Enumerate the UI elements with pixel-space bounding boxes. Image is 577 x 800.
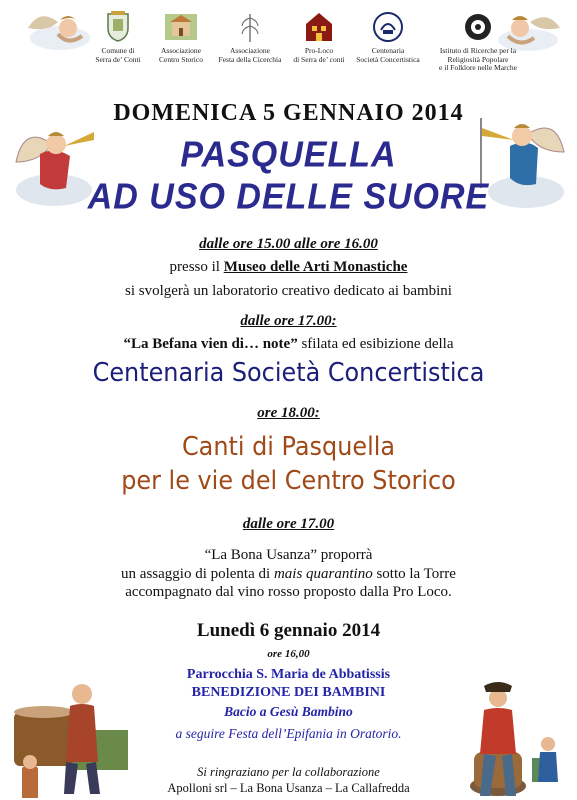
befana-quote: “La Befana vien di… note”	[123, 336, 298, 352]
logo-caption: Pro-Loco di Serra de’ conti	[293, 46, 345, 64]
canti-headline-2: per le vie del Centro Storico	[121, 466, 456, 496]
section1-time: dalle ore 15.00 alle ore 16.00	[199, 236, 378, 252]
section2-desc: sfilata ed esibizione della	[297, 336, 454, 352]
blessing-line: BENEDIZIONE DEI BAMBINI	[191, 685, 386, 700]
concertistica-headline: Centenaria Società Concertistica	[92, 358, 485, 388]
monday-title: Lunedì 6 gennaio 2014	[196, 620, 381, 641]
wine-seller-illustration	[440, 678, 570, 800]
event-date-title: DOMENICA 5 GENNAIO 2014	[113, 100, 464, 126]
polenta-c: sotto la Torre	[372, 566, 456, 582]
section2-time: dalle ore 17.00:	[240, 313, 337, 329]
logo-pro-loco	[281, 10, 357, 64]
house-icon	[302, 10, 336, 44]
sponsor-logos-row	[0, 6, 577, 86]
polenta-a: un assaggio di polenta di	[121, 566, 274, 582]
epifania-line: a seguire Festa dell’Epifania in Oratorio.	[175, 726, 402, 741]
mais-quarantino: mais quarantino	[273, 566, 373, 582]
logo-caption: Comune di Serra de’ Conti	[95, 46, 141, 64]
polenta-line	[0, 566, 577, 583]
section2-line	[0, 336, 577, 353]
title-pasquella: PASQUELLA	[180, 135, 397, 175]
emblem-icon	[371, 10, 405, 44]
seal-icon	[461, 10, 495, 44]
vino-line: accompagnato dal vino rosso proposto dalla Pro Loco.	[125, 584, 452, 600]
monday-time: ore 16,00	[267, 648, 310, 660]
logo-caption: Centenaria Società Concertistica	[356, 46, 420, 64]
crest-icon	[101, 10, 135, 44]
wheat-icon	[233, 10, 267, 44]
bona-usanza-line: “La Bona Usanza” proporrà	[204, 547, 373, 563]
logo-cicerchia	[212, 10, 288, 64]
section1-place-line	[0, 259, 577, 276]
logo-caption: Istituto di Ricerche per la Religiosità Popolare e il Folklore nelle Marche	[439, 46, 517, 72]
logo-istituto-ricerche	[433, 10, 523, 73]
section4-time: dalle ore 17.00	[242, 516, 335, 532]
title-ad-uso-delle-suore: AD USO DELLE SUORE	[87, 177, 490, 217]
polenta-vendor-illustration	[8, 672, 148, 800]
building-icon	[164, 10, 198, 44]
thanks-line-1: Si ringraziano per la collaborazione	[197, 765, 380, 779]
place-prefix: presso il	[169, 259, 224, 275]
canti-headline-1: Canti di Pasquella	[181, 432, 396, 462]
logo-centro-storico	[143, 10, 219, 64]
logo-societa-concertistica	[350, 10, 426, 64]
section3-time: ore 18.00:	[257, 405, 320, 421]
parish-name: Parrocchia S. Maria de Abbatissis	[186, 667, 391, 682]
logo-caption: Associazione Centro Storico	[159, 46, 203, 64]
thanks-line-2: Apolloni srl – La Bona Usanza – La Callafredda	[167, 781, 410, 795]
place-name: Museo delle Arti Monastiche	[223, 259, 408, 275]
section1-desc: si svolgerà un laboratorio creativo dedicato ai bambini	[125, 283, 452, 299]
logo-caption: Associazione Festa della Cicerchia	[218, 46, 282, 64]
kiss-line: Bacio a Gesù Bambino	[224, 704, 353, 719]
